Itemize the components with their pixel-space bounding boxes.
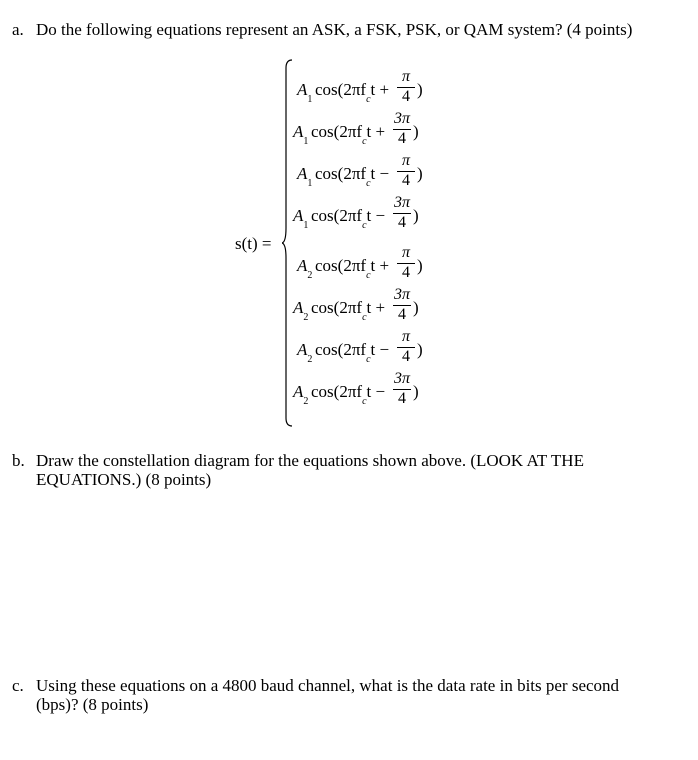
close-paren: ) bbox=[413, 298, 419, 317]
equation-case bbox=[297, 68, 457, 108]
phase-fraction: π 4 bbox=[395, 328, 417, 366]
close-paren: ) bbox=[417, 80, 423, 99]
question-a-letter: a. bbox=[12, 20, 24, 39]
equation-case bbox=[297, 328, 457, 368]
amplitude: $A_1$ bbox=[297, 164, 313, 190]
cosine-term: $\cos(2\pi f_ct$ + bbox=[315, 256, 390, 282]
close-paren: ) bbox=[413, 206, 419, 225]
close-paren: ) bbox=[417, 340, 423, 359]
close-paren: ) bbox=[417, 256, 423, 275]
equation-case bbox=[293, 194, 453, 234]
close-paren: ) bbox=[417, 164, 423, 183]
phase-fraction: π 4 bbox=[395, 68, 417, 106]
phase-fraction: 3π 4 bbox=[393, 286, 410, 323]
question-b-letter: b. bbox=[12, 451, 25, 470]
equation-lhs: s(t) = bbox=[235, 234, 272, 253]
cosine-term: $\cos(2\pi f_ct$ − bbox=[311, 206, 386, 232]
amplitude: $A_1$ bbox=[293, 122, 309, 148]
cosine-term: $\cos(2\pi f_ct$ − bbox=[315, 340, 390, 366]
question-c-text: Using these equations on a 4800 baud channel, what is the data rate in bits per second (bps)? (8 points) bbox=[36, 676, 620, 714]
question-b-text: Draw the constellation diagram for the equations shown above. (LOOK AT THE EQUATIONS.) (8 points) bbox=[36, 451, 584, 489]
amplitude: $A_2$ bbox=[293, 382, 309, 408]
equation-case bbox=[297, 152, 457, 192]
amplitude: $A_1$ bbox=[293, 206, 309, 232]
cosine-term: $\cos(2\pi f_ct$ − bbox=[315, 164, 390, 190]
equation-case bbox=[293, 110, 453, 150]
cosine-term: $\cos(2\pi f_ct$ − bbox=[311, 382, 386, 408]
question-a-text: Do the following equations represent an ASK, a FSK, PSK, or QAM system? (4 points) bbox=[36, 20, 633, 39]
equation-case bbox=[293, 286, 453, 326]
cosine-term: $\cos(2\pi f_ct$ + bbox=[311, 298, 386, 324]
question-c-letter: c. bbox=[12, 676, 24, 695]
phase-fraction: 3π 4 bbox=[393, 370, 410, 407]
amplitude: $A_2$ bbox=[297, 256, 313, 282]
cosine-term: $\cos(2\pi f_ct$ + bbox=[311, 122, 386, 148]
phase-fraction: 3π 4 bbox=[393, 110, 410, 147]
equation-case bbox=[293, 370, 453, 410]
amplitude: $A_2$ bbox=[293, 298, 309, 324]
amplitude: $A_1$ bbox=[297, 80, 313, 106]
amplitude: $A_2$ bbox=[297, 340, 313, 366]
phase-fraction: 3π 4 bbox=[393, 194, 410, 231]
phase-fraction: π 4 bbox=[395, 244, 417, 282]
equation-case bbox=[297, 244, 457, 284]
phase-fraction: π 4 bbox=[395, 152, 417, 190]
close-paren: ) bbox=[413, 382, 419, 401]
cosine-term: $\cos(2\pi f_ct$ + bbox=[315, 80, 390, 106]
close-paren: ) bbox=[413, 122, 419, 141]
